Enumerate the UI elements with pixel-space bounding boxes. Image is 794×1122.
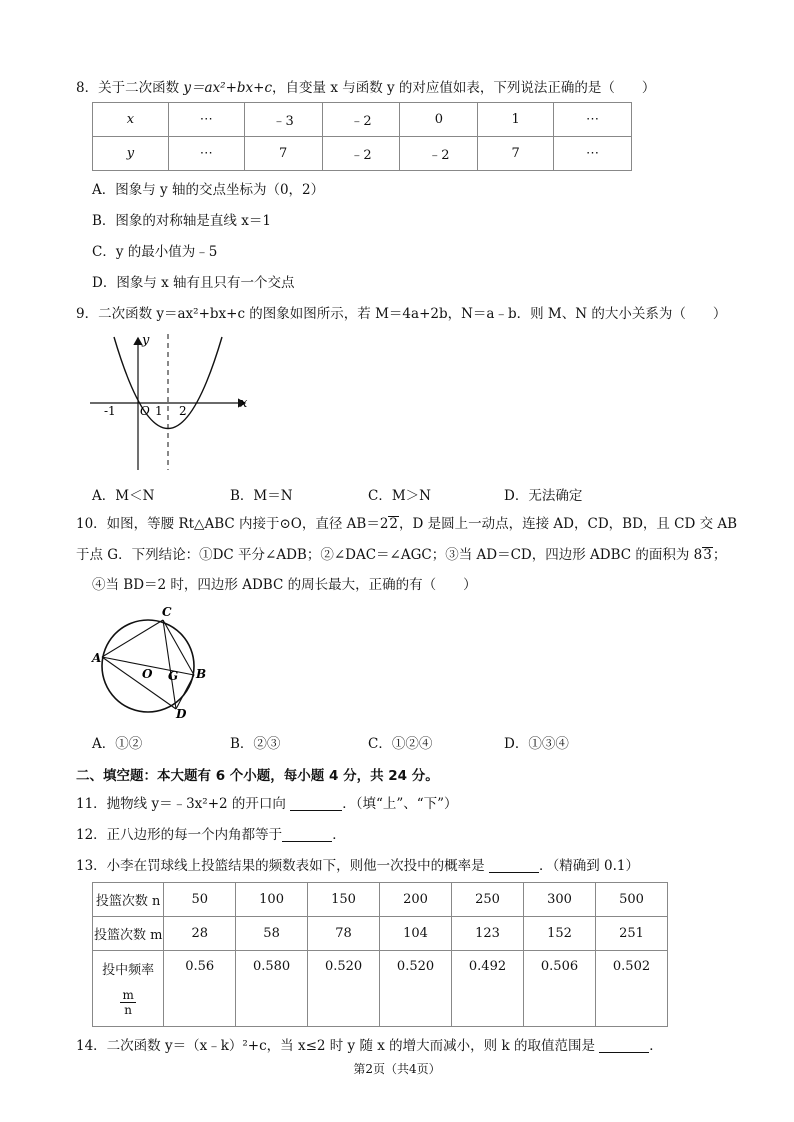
q10-line-3: ④当 BD＝2 时，四边形 ADBC 的周长最大，正确的有（ ） bbox=[92, 577, 477, 593]
table-cell: 0.520 bbox=[308, 951, 380, 1027]
q9-stem: 9．二次函数 y＝ax²+bx+c 的图象如图所示，若 M＝4a+2b，N＝a﹣b．则 M、N 的大小关系为（ ） bbox=[76, 306, 727, 322]
x-axis-label: x bbox=[240, 396, 248, 411]
answer-blank[interactable] bbox=[290, 796, 342, 811]
table-cell: 28 bbox=[164, 917, 236, 951]
q8-row-x bbox=[93, 103, 632, 137]
q8-function: y＝ax²+bx+c bbox=[183, 80, 273, 96]
table-cell: 0.580 bbox=[236, 951, 308, 1027]
fraction-m-over-n bbox=[120, 988, 135, 1017]
tick-label: 1 bbox=[155, 404, 163, 418]
table-cell: 0 bbox=[400, 103, 478, 137]
q11-text: 11．抛物线 y＝﹣3x²+2 的开口向 bbox=[76, 796, 291, 812]
q12-text: ． bbox=[332, 827, 346, 843]
table-cell: 150 bbox=[308, 883, 380, 917]
q8-value-table bbox=[92, 102, 632, 171]
table-cell: ﹣2 bbox=[322, 103, 400, 137]
table-cell: 投篮次数 n bbox=[93, 883, 164, 917]
table-cell: 0.520 bbox=[380, 951, 452, 1027]
y-axis-label: y bbox=[142, 333, 150, 348]
q14 bbox=[76, 1036, 663, 1056]
q10-line-1 bbox=[76, 514, 737, 534]
table-cell: 100 bbox=[236, 883, 308, 917]
table-cell: ⋯ bbox=[554, 137, 632, 171]
q10-text: 于点 G．下列结论：①DC 平分∠ADB；②∠DAC＝∠AGC；③当 AD＝CD，四边形 ADBC 的面积为 8 bbox=[76, 547, 703, 563]
table-cell: 104 bbox=[380, 917, 452, 951]
sqrt-radicand: 2 bbox=[389, 516, 399, 532]
sqrt-radicand: 3 bbox=[703, 547, 712, 563]
table-cell: ﹣2 bbox=[322, 137, 400, 171]
table-cell: ﹣2 bbox=[400, 137, 478, 171]
section-heading: 二、填空题：本大题有 6 个小题，每小题 4 分，共 24 分。 bbox=[76, 768, 439, 784]
q9-option-d[interactable]: D．无法确定 bbox=[504, 488, 583, 504]
q10-option-d[interactable]: D．①③④ bbox=[504, 736, 569, 752]
q8-stem-pre: 8．关于二次函数 bbox=[76, 80, 184, 96]
point-label: B bbox=[196, 667, 207, 681]
fraction-denominator: n bbox=[124, 1003, 133, 1017]
table-cell: 300 bbox=[524, 883, 596, 917]
table-cell: 78 bbox=[308, 917, 380, 951]
table-cell: 123 bbox=[452, 917, 524, 951]
q8-stem bbox=[76, 78, 655, 98]
point-label: D bbox=[176, 707, 187, 720]
table-cell: 0.506 bbox=[524, 951, 596, 1027]
table-cell: 0.56 bbox=[164, 951, 236, 1027]
q14-text: ． bbox=[649, 1038, 663, 1054]
q8-stem-post: ，自变量 x 与函数 y 的对应值如表，下列说法正确的是（ ） bbox=[272, 80, 656, 96]
table-cell: y bbox=[93, 137, 169, 171]
table-cell bbox=[93, 951, 164, 1027]
q10-option-b[interactable]: B．②③ bbox=[230, 736, 281, 752]
q12-text: 12．正八边形的每一个内角都等于 bbox=[76, 827, 283, 843]
q13-text: 13．小李在罚球线上投篮结果的频数表如下，则他一次投中的概率是 bbox=[76, 858, 489, 874]
table-cell: 投篮次数 m bbox=[93, 917, 164, 951]
q9-option-c[interactable]: C．M＞N bbox=[368, 488, 431, 504]
table-row bbox=[93, 917, 668, 951]
table-cell: 1 bbox=[478, 103, 554, 137]
table-cell: 152 bbox=[524, 917, 596, 951]
table-cell: 7 bbox=[478, 137, 554, 171]
table-row bbox=[93, 883, 668, 917]
table-cell: ⋯ bbox=[554, 103, 632, 137]
segment-cd bbox=[163, 620, 179, 709]
table-cell: 500 bbox=[596, 883, 668, 917]
tick-label: -1 bbox=[104, 404, 116, 418]
table-cell: ﹣3 bbox=[244, 103, 322, 137]
answer-blank[interactable] bbox=[282, 827, 332, 842]
q9-parabola-graph bbox=[90, 330, 260, 475]
table-cell: 200 bbox=[380, 883, 452, 917]
point-label: C bbox=[162, 605, 172, 619]
table-cell: 0.492 bbox=[452, 951, 524, 1027]
answer-blank[interactable] bbox=[599, 1038, 649, 1053]
q12 bbox=[76, 825, 346, 845]
table-row bbox=[93, 951, 668, 1027]
table-cell: 7 bbox=[244, 137, 322, 171]
point-label: G bbox=[168, 669, 179, 683]
q11 bbox=[76, 794, 458, 814]
point-label: O bbox=[142, 667, 153, 681]
q13-frequency-table bbox=[92, 882, 668, 1027]
q10-line-2 bbox=[76, 545, 726, 565]
q8-option-d[interactable]: D．图象与 x 轴有且只有一个交点 bbox=[92, 275, 295, 291]
q10-option-a[interactable]: A．①② bbox=[92, 736, 143, 752]
answer-blank[interactable] bbox=[489, 858, 539, 873]
point-label: A bbox=[92, 651, 102, 665]
q10-circle-figure bbox=[90, 600, 215, 720]
q9-option-b[interactable]: B．M＝N bbox=[230, 488, 293, 504]
table-cell: 0.502 bbox=[596, 951, 668, 1027]
table-cell: 250 bbox=[452, 883, 524, 917]
table-cell: x bbox=[93, 103, 169, 137]
q10-text: ； bbox=[712, 547, 727, 563]
tick-label: 2 bbox=[179, 404, 187, 418]
q10-text: ，D 是圆上一动点，连接 AD，CD，BD，且 CD 交 AB bbox=[399, 516, 738, 532]
segment-ad bbox=[102, 657, 179, 709]
q11-text: ．（填“上”、“下”） bbox=[342, 796, 458, 812]
q8-option-a[interactable]: A．图象与 y 轴的交点坐标为（0，2） bbox=[92, 182, 325, 198]
q14-text: 14．二次函数 y＝（x﹣k）²+c，当 x≤2 时 y 随 x 的增大而减小，则 k 的取值范围是 bbox=[76, 1038, 600, 1054]
q8-option-b[interactable]: B．图象的对称轴是直线 x＝1 bbox=[92, 213, 271, 229]
table-cell: ⋯ bbox=[168, 137, 244, 171]
page-footer: 第2页（共4页） bbox=[353, 1062, 441, 1076]
table-cell: 58 bbox=[236, 917, 308, 951]
table-cell: 251 bbox=[596, 917, 668, 951]
q8-row-y bbox=[93, 137, 632, 171]
origin-label: O bbox=[140, 404, 150, 418]
q10-option-c[interactable]: C．①②④ bbox=[368, 736, 433, 752]
frequency-label: 投中频率 bbox=[102, 963, 155, 978]
q10-text: 10．如图，等腰 Rt△ABC 内接于⊙O，直径 AB＝2 bbox=[76, 516, 389, 532]
q8-option-c[interactable]: C．y 的最小值为﹣5 bbox=[92, 244, 218, 260]
fraction-numerator: m bbox=[122, 988, 134, 1002]
table-cell: 50 bbox=[164, 883, 236, 917]
q13-text: ．（精确到 0.1） bbox=[538, 858, 639, 874]
segment-bd bbox=[176, 675, 194, 709]
q13 bbox=[76, 856, 639, 876]
q9-option-a[interactable]: A．M＜N bbox=[92, 488, 155, 504]
table-cell: ⋯ bbox=[168, 103, 244, 137]
